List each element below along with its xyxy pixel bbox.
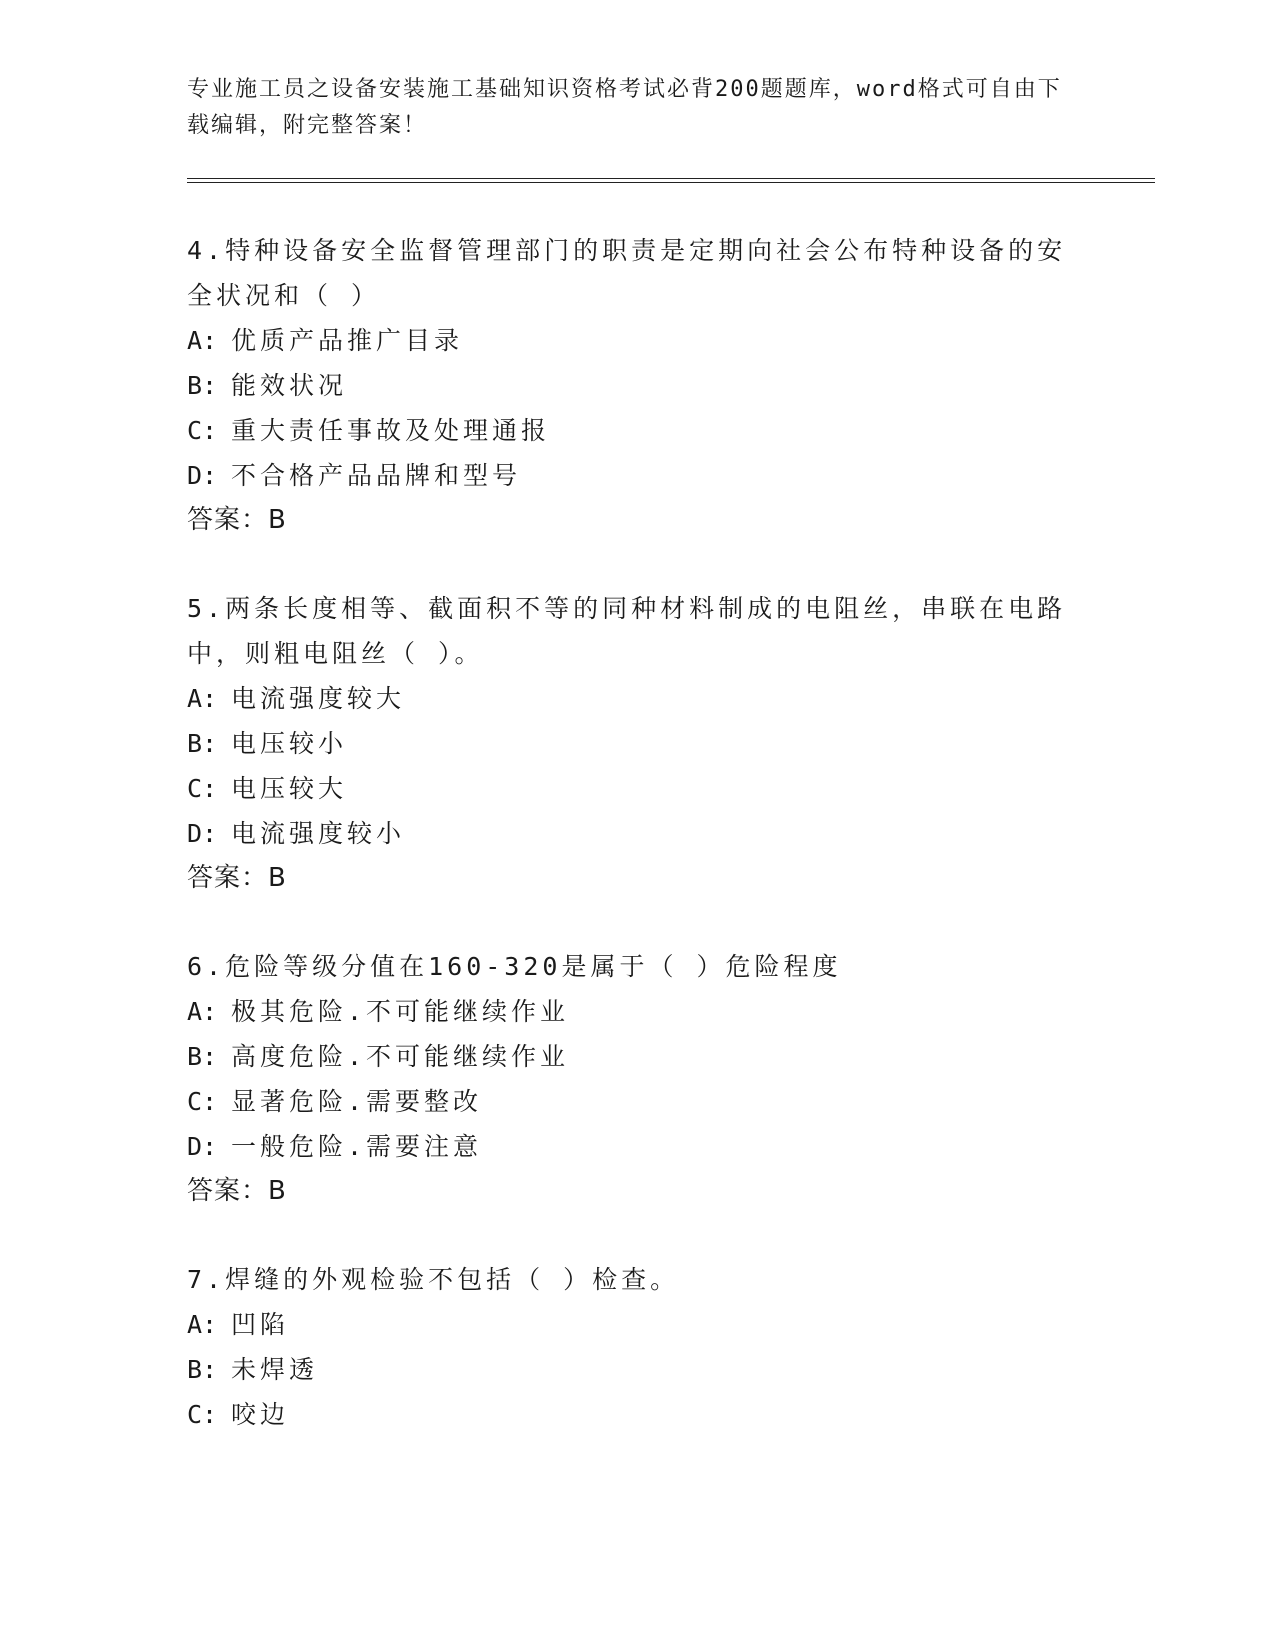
option-a [187,676,1067,721]
option-letter: B: [187,371,218,400]
option-d [187,1124,1067,1169]
option-text: 电流强度较大 [231,684,406,713]
header-divider [187,178,1155,183]
question-item [187,586,1067,901]
option-text: 显著危险.需要整改 [231,1087,483,1116]
option-letter: C: [187,1400,218,1429]
question-item [187,1257,1067,1437]
question-item [187,944,1067,1214]
option-text: 重大责任事故及处理通报 [231,416,551,445]
option-d [187,811,1067,856]
option-letter: C: [187,1087,218,1116]
answer-line: 答案：B [187,1176,287,1206]
option-text: 极其危险.不可能继续作业 [231,997,570,1026]
option-letter: C: [187,774,218,803]
question-text: 6.危险等级分值在160-320是属于（ ）危险程度 [187,952,842,981]
option-c [187,1392,1067,1437]
option-letter: C: [187,416,218,445]
option-c [187,1079,1067,1124]
option-letter: A: [187,684,218,713]
option-letter: D: [187,461,218,490]
option-a [187,318,1067,363]
option-text: 电压较小 [231,729,348,758]
option-text: 电流强度较小 [231,819,406,848]
question-text: 4.特种设备安全监督管理部门的职责是定期向社会公布特种设备的安全状况和（ ） [187,236,1067,310]
option-a [187,989,1067,1034]
question-item [187,228,1067,543]
option-b [187,1347,1067,1392]
option-b [187,1034,1067,1079]
option-text: 凹陷 [231,1310,290,1339]
option-text: 优质产品推广目录 [231,326,464,355]
option-c [187,766,1067,811]
answer-line: 答案：B [187,863,287,893]
option-text: 一般危险.需要注意 [231,1132,483,1161]
document-header: 专业施工员之设备安装施工基础知识资格考试必背200题题库，word格式可自由下载编辑，附完整答案！ [187,77,1062,138]
option-letter: A: [187,997,218,1026]
option-letter: D: [187,1132,218,1161]
option-letter: A: [187,326,218,355]
option-text: 高度危险.不可能继续作业 [231,1042,570,1071]
question-text: 7.焊缝的外观检验不包括（ ）检查。 [187,1265,680,1294]
answer-line: 答案：B [187,505,287,535]
option-letter: A: [187,1310,218,1339]
option-text: 不合格产品品牌和型号 [231,461,522,490]
option-text: 能效状况 [231,371,348,400]
option-letter: B: [187,729,218,758]
option-letter: B: [187,1355,218,1384]
option-d [187,453,1067,498]
option-a [187,1302,1067,1347]
option-letter: D: [187,819,218,848]
option-text: 未焊透 [231,1355,319,1384]
question-list [187,228,1067,1480]
option-b [187,721,1067,766]
option-text: 电压较大 [231,774,348,803]
option-c [187,408,1067,453]
question-text: 5.两条长度相等、截面积不等的同种材料制成的电阻丝，串联在电路中，则粗电阻丝（ ）。 [187,594,1067,668]
option-b [187,363,1067,408]
option-text: 咬边 [231,1400,290,1429]
option-letter: B: [187,1042,218,1071]
